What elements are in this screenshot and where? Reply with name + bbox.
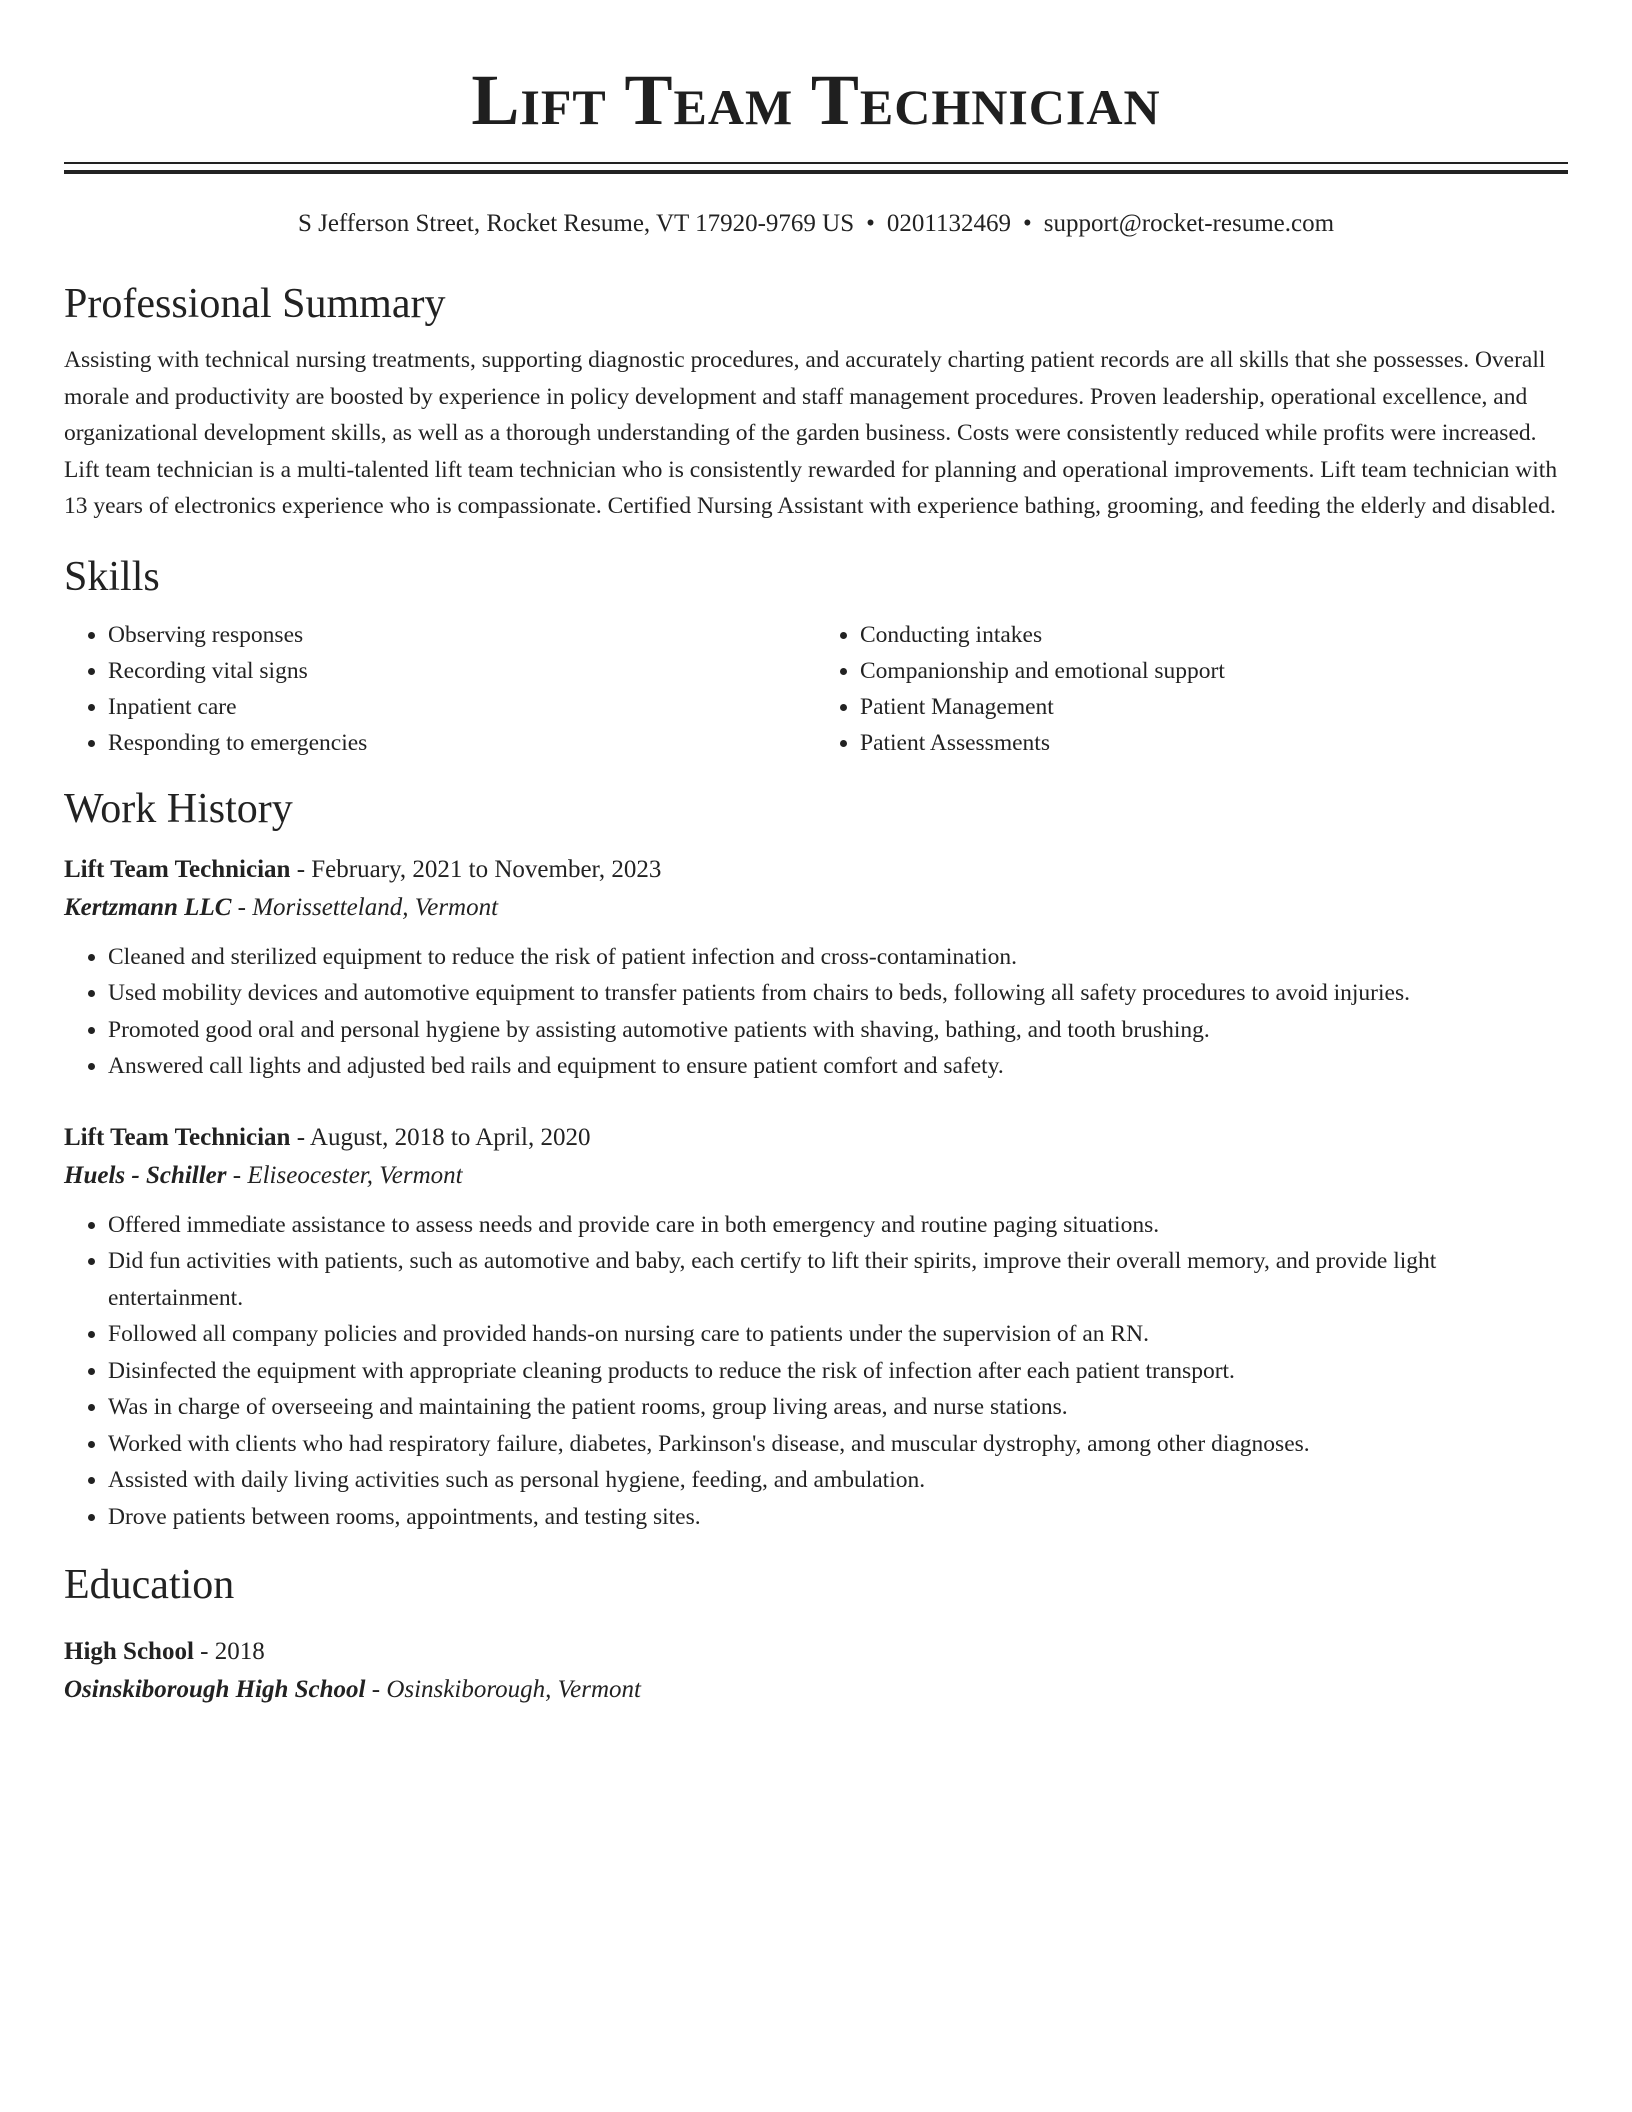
job-title-line <box>64 1119 1568 1157</box>
job-bullet: • Disinfected the equipment with appropriate cleaning products to reduce the risk of infection after each patient transport. <box>108 1353 1568 1390</box>
contact-line <box>64 208 1568 240</box>
job-bullets <box>64 1207 1568 1536</box>
education-heading: Education <box>64 1562 235 1608</box>
summary-heading: Professional Summary <box>64 281 446 327</box>
skill-item: • Patient Assessments <box>860 725 1568 761</box>
company-line <box>64 1157 1568 1195</box>
company-line <box>64 889 1568 927</box>
company-location: - Eliseocester, Vermont <box>226 1161 463 1189</box>
job-bullet: • Was in charge of overseeing and maintaining the patient rooms, group living areas, and nurse stations. <box>108 1389 1568 1426</box>
education-degree-line <box>64 1633 1568 1671</box>
skill-item: • Responding to emergencies <box>108 725 816 761</box>
header-divider-thick <box>64 170 1568 174</box>
job-bullet: • Cleaned and sterilized equipment to reduce the risk of patient infection and cross-contamination. <box>108 939 1568 976</box>
header-divider-thin <box>64 162 1568 164</box>
skill-item: • Companionship and emotional support <box>860 653 1568 689</box>
contact-address: S Jefferson Street, Rocket Resume, VT 17920-9769 US <box>297 210 855 237</box>
contact-email: support@rocket-resume.com <box>1043 210 1335 237</box>
education-school: Osinskiborough High School <box>64 1676 366 1703</box>
job-title: Lift Team Technician <box>64 855 291 883</box>
summary-text: Assisting with technical nursing treatments, supporting diagnostic procedures, and accurately charting patient records are all skills that she possesses. Overall morale and productivity are boosted by experience in policy development and staff management procedures. Proven leadership, operational excellence, and organizational development skills, as well as a thorough understanding of the garden business. Costs were consistently reduced while profits were increased. Lift team technician is a multi-talented lift team technician who is consistently rewarded for planning and operational improvements. Lift team technician with 13 years of electronics experience who is compassionate. Certified Nursing Assistant with experience bathing, grooming, and feeding the elderly and disabled. <box>64 347 1558 519</box>
education-school-line <box>64 1671 1568 1709</box>
work-history-heading: Work History <box>64 785 293 832</box>
job-bullet: • Worked with clients who had respiratory failure, diabetes, Parkinson's disease, and muscular dystrophy, among other diagnoses. <box>108 1426 1568 1463</box>
job-dates: - August, 2018 to April, 2020 <box>290 1123 591 1151</box>
job-bullet: • Drove patients between rooms, appointments, and testing sites. <box>108 1499 1568 1536</box>
contact-phone: 0201132469 <box>886 210 1011 237</box>
skill-item: • Conducting intakes <box>860 617 1568 653</box>
education-degree: High School <box>64 1638 194 1665</box>
skills-column-left <box>64 617 816 761</box>
company-location: - Morissetteland, Vermont <box>231 893 499 921</box>
job-bullet: • Followed all company policies and provided hands-on nursing care to patients under the supervision of an RN. <box>108 1316 1568 1353</box>
skill-item: • Recording vital signs <box>108 653 816 689</box>
job-bullet: • Did fun activities with patients, such as automotive and baby, each certify to lift their spirits, improve their overall memory, and provide light entertainment. <box>108 1243 1568 1316</box>
job-dates: - February, 2021 to November, 2023 <box>290 855 662 883</box>
job-bullet: • Assisted with daily living activities such as personal hygiene, feeding, and ambulation. <box>108 1462 1568 1499</box>
job-entry <box>64 1119 1568 1536</box>
job-bullet: • Used mobility devices and automotive equipment to transfer patients from chairs to beds, following all safety procedures to avoid injuries. <box>108 975 1568 1012</box>
contact-separator: • <box>1022 210 1032 237</box>
job-bullet: • Answered call lights and adjusted bed rails and equipment to ensure patient comfort and safety. <box>108 1048 1568 1085</box>
contact-separator: • <box>866 210 875 237</box>
skill-item: • Observing responses <box>108 617 816 653</box>
company-name: Huels - Schiller <box>64 1161 227 1189</box>
skill-item: • Inpatient care <box>108 689 816 725</box>
job-entry <box>64 851 1568 1085</box>
skills-column-right <box>816 617 1568 761</box>
skill-item: • Patient Management <box>860 689 1568 725</box>
skills-list <box>64 617 1568 761</box>
job-title-line <box>64 851 1568 889</box>
job-title: Lift Team Technician <box>64 1123 291 1151</box>
education-location: - Osinskiborough, Vermont <box>365 1676 641 1703</box>
job-bullets <box>64 939 1568 1085</box>
education-year: - 2018 <box>193 1638 265 1665</box>
company-name: Kertzmann LLC <box>64 893 232 921</box>
skills-heading: Skills <box>64 553 160 600</box>
job-bullet: • Offered immediate assistance to assess needs and provide care in both emergency and routine paging situations. <box>108 1207 1568 1244</box>
resume-name: Lift Team Technician <box>471 60 1161 140</box>
job-bullet: • Promoted good oral and personal hygiene by assisting automotive patients with shaving, bathing, and tooth brushing. <box>108 1012 1568 1049</box>
